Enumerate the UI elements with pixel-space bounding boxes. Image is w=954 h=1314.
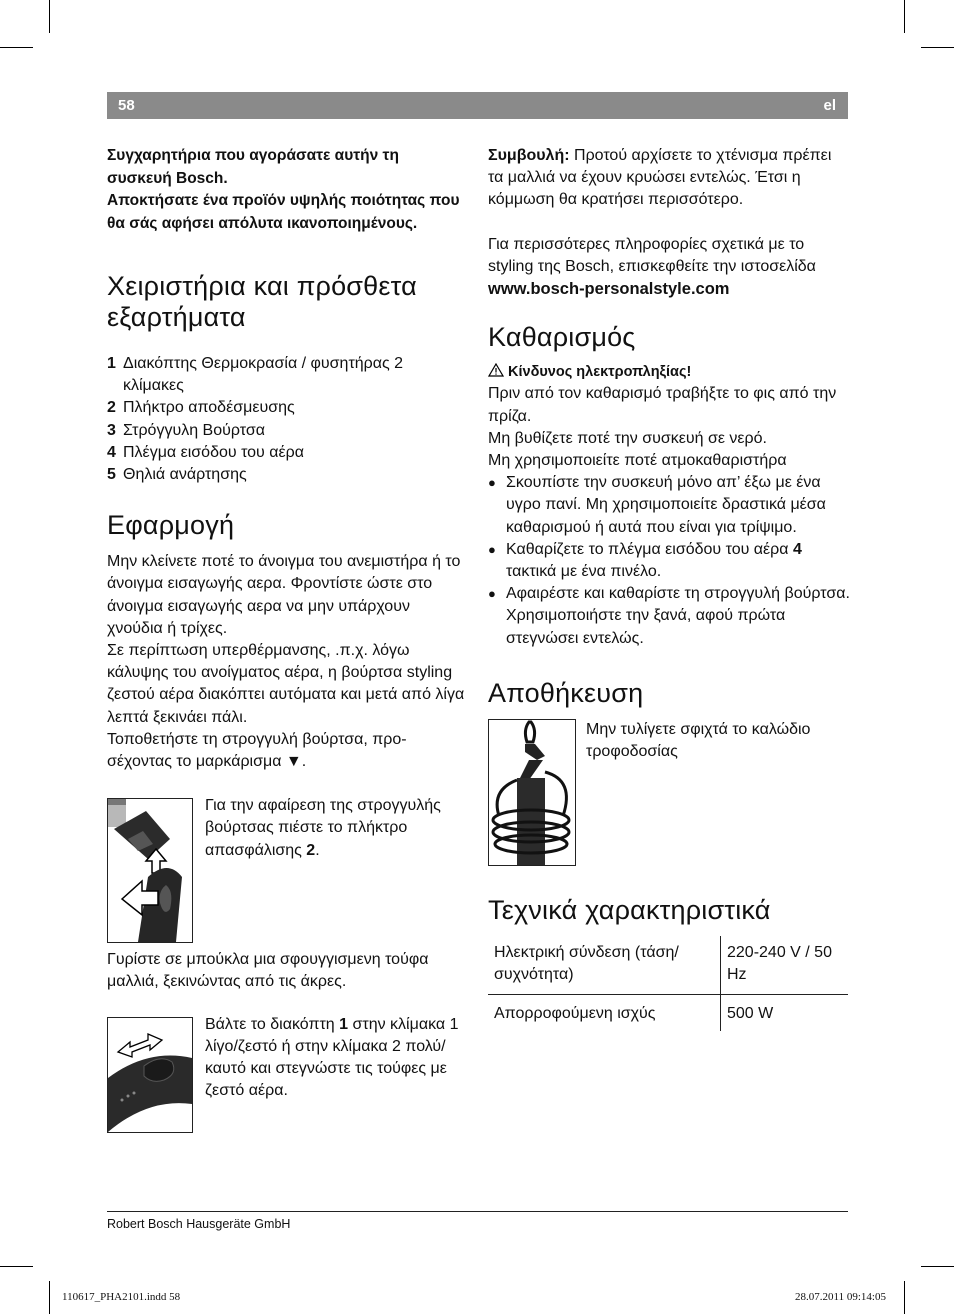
- list-item: 3 Στρόγγυλη Βούρτσα: [107, 421, 265, 439]
- footer-rule: [107, 1211, 848, 1212]
- footer-company: Robert Bosch Hausgeräte GmbH: [107, 1217, 291, 1231]
- specs-heading: Τεχνικά χαρακτηριστικά: [488, 894, 771, 925]
- storage-text: Μην τυλίγετε σφιχτά το καλώδιο τροφοδοσίας: [586, 720, 811, 761]
- remove-brush-illustration: [107, 798, 193, 943]
- cleaning-line-2: Μη βυθίζετε ποτέ την συσκευή σε νερό.: [488, 429, 767, 447]
- usage-para-4: Γυρίστε σε μπούκλα μια σφουγγισμενη τούφα μαλλιά, ξεκινώντας από τις άκρες.: [107, 951, 429, 991]
- intro-quality: Αποκτήσατε ένα προϊόν υψηλής ποιότητας που θα σάς αφήσει απόλυτα ικανοποιημένους.: [107, 192, 460, 232]
- crop-mark: [0, 47, 33, 48]
- language-code: el: [823, 97, 836, 114]
- warning-icon: [488, 362, 504, 376]
- more-info: Για περισσότερες πληροφορίες σχετικά με το styling της Bosch, επισκεφθείτε την ιστοσελίδα: [488, 235, 816, 275]
- storage-illustration: [488, 719, 576, 866]
- print-slug-file: 110617_PHA2101.indd 58: [62, 1291, 181, 1303]
- cleaning-heading: Καθαρισμός: [488, 322, 636, 353]
- controls-heading: Χειριστήρια και πρόσθετα εξαρτήματα: [107, 271, 417, 332]
- table-row: [488, 994, 848, 1031]
- print-slug-timestamp: 28.07.2011 09:14:05: [795, 1291, 886, 1303]
- spec-label: Ηλεκτρική σύνδεση (τάση/συχνότητα): [488, 936, 721, 995]
- shock-warning: Κίνδυνος ηλεκτροπληξίας!: [488, 361, 850, 383]
- list-item: 2 Πλήκτρο αποδέσμευσης: [107, 399, 295, 417]
- storage-heading: Αποθήκευση: [488, 677, 644, 708]
- list-item: ● Σκουπίστε την συσκευή μόνο απ’ έξω με ένα υγρο πανί. Μη χρησιμοποιείτε δραστικά μέσα καθαρισμού ή αυτά που είναι για τρίψιμο.: [488, 472, 850, 539]
- cleaning-line-3: Μη χρησιμοποιείτε ποτέ ατμοκαθαριστήρα: [488, 452, 787, 470]
- figure-remove-brush: [107, 795, 465, 941]
- list-item: 5 Θηλιά ανάρτησης: [107, 466, 247, 484]
- cleaning-line-1: Πριν από τον καθαρισμό τραβήξτε το φις από την πρίζα.: [488, 385, 837, 425]
- crop-mark: [904, 0, 905, 33]
- spec-value: 500 W: [727, 1004, 774, 1022]
- crop-mark: [904, 1281, 905, 1314]
- website-link[interactable]: www.bosch-personalstyle.com: [488, 280, 730, 299]
- list-item: 4 Πλέγμα εισόδου του αέρα: [107, 443, 304, 461]
- left-column: [107, 145, 465, 1132]
- tip-paragraph: Συμβουλή: Προτού αρχίσετε το χτένισμα πρέπει τα μαλλιά να έχουν κρυώσει εντελώς. Έτσι η κόμμωση θα κρατήσει περισσότερο.: [488, 147, 832, 209]
- parts-list: [107, 353, 465, 486]
- usage-para-3: Τοποθετήστε τη στρογγυλή βούρτσα, προσέχοντας το μαρκάρισμα ▼.: [107, 730, 407, 771]
- marker-symbol: ▼: [285, 753, 302, 771]
- usage-heading: Εφαρμογή: [107, 510, 235, 541]
- page-number: 58: [118, 97, 135, 114]
- list-item: ● Αφαιρέστε και καθαρίστε τη στρογγυλή βούρτσα. Χρησιμοποιήστε την ξανά, αφού πρώτα στεγνώσει εντελώς.: [488, 583, 850, 650]
- list-item: 1 Διακόπτης Θερμοκρασία / φυσητήρας 2 κλίμακες: [107, 355, 404, 395]
- crop-mark: [49, 1281, 50, 1314]
- crop-mark: [0, 1266, 33, 1267]
- figure-switch: [107, 1014, 465, 1132]
- cleaning-bullets: [488, 472, 850, 650]
- crop-mark: [921, 1266, 954, 1267]
- right-column: [488, 145, 850, 1031]
- usage-para-1: Μην κλείνετε ποτέ το άνοιγμα του ανεμιστήρα ή το άνοιγμα εισαγωγής αερα. Φροντίστε ώστε στο άνοιγμα εισαγωγής αερα να μην υπάρχουν χνούδια ή τρίχες.: [107, 553, 461, 637]
- list-item: ● Καθαρίζετε το πλέγμα εισόδου του αέρα 4 τακτικά με ένα πινέλο.: [488, 539, 850, 583]
- table-row: [488, 936, 848, 995]
- spec-label: Απορροφούμενη ισχύς: [488, 994, 721, 1031]
- intro-congrats: Συγχαρητήρια που αγοράσατε αυτήν τη συσκευή Bosch.: [107, 147, 399, 187]
- spec-value: 220-240 V / 50 Hz: [721, 936, 849, 995]
- usage-para-2: Σε περίπτωση υπερθέρμανσης, .π.χ. λόγω κάλυψης του ανοίγματος αέρα, η βούρτσα styling ζεστού αέρα διακόπτει αυτόματα και μετά από λίγα λεπτά ξεκινάει πάλι.: [107, 642, 465, 726]
- specs-table: [488, 936, 848, 1031]
- switch-text: Βάλτε το διακόπτη 1 στην κλίμακα 1 λίγο/ζεστό ή στην κλίμακα 2 πολύ/καυτό και στεγνώστε τις τούφες με ζεστό αέρα.: [205, 1015, 459, 1100]
- page-header-bar: [107, 92, 848, 119]
- crop-mark: [49, 0, 50, 33]
- figure-storage: [488, 719, 850, 865]
- switch-illustration: [107, 1017, 193, 1133]
- remove-brush-text: Για την αφαίρεση της στρογγυλής βούρτσας πιέστε το πλήκτρο απασφάλισης 2.: [205, 797, 441, 859]
- crop-mark: [921, 47, 954, 48]
